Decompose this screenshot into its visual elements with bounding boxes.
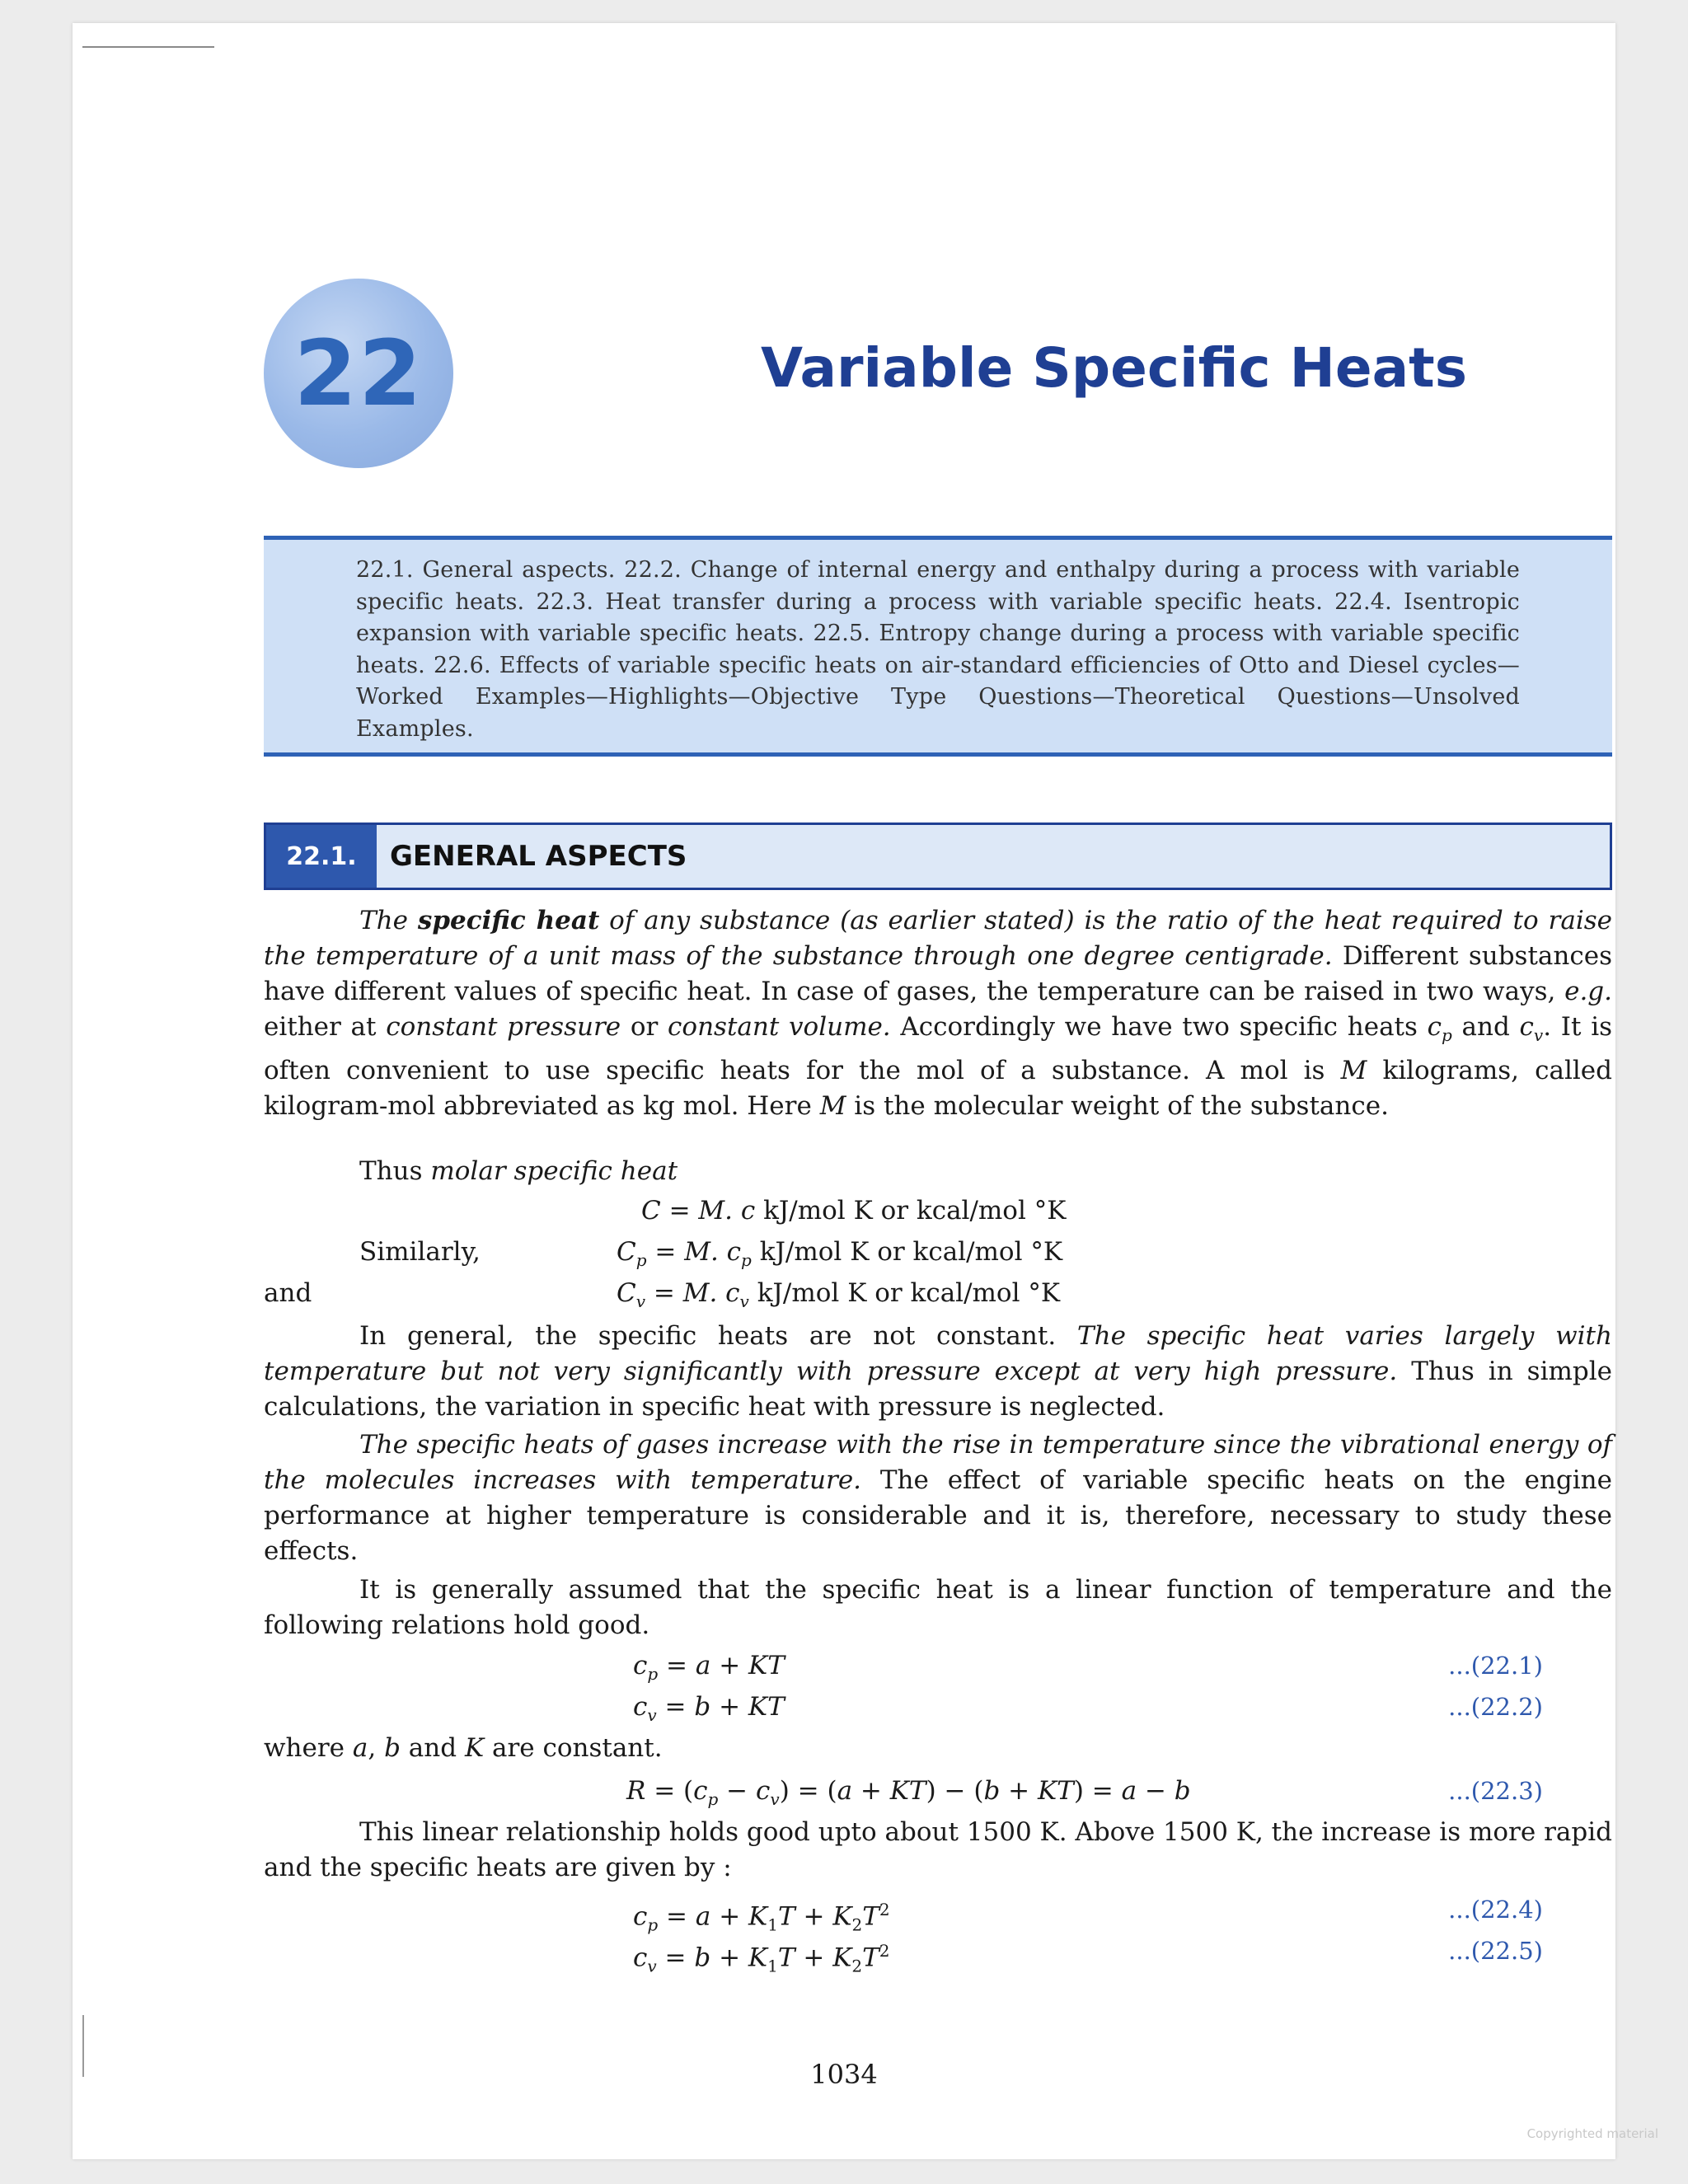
para3-italic: The specific heats of gases increase with the rise in temperature since the vibrational energy of the molecules increases with temperature. [264, 1430, 1612, 1495]
molar-eq3-lhs: C [617, 1278, 636, 1308]
equation-22-3: $R = (c_p - c_v) = (a + KT) - (b + KT) = a - b$ ...(22.3) [73, 1772, 1543, 1810]
equation-22-4: $c_p = a + K_1T + K_2T^2$ ...(22.4) [73, 1891, 1543, 1929]
similarly-label: Similarly, [359, 1237, 481, 1267]
molar-eq2-units: kJ/mol K or kcal/mol °K [751, 1237, 1063, 1267]
copyright-watermark: Copyrighted material [1526, 2126, 1658, 2141]
para3-text: The effect of variable specific heats on the engine performance at higher temperature is considerable and it is, therefore, necessary to study these effects. [264, 1465, 1612, 1566]
para1-italic-5: constant volume. [668, 1012, 891, 1042]
chapter-contents-text: 22.1. General aspects. 22.2. Change of internal energy and enthalpy during a process with variable specific heats. 22.3. Heat transfer during a process with variable specific heats. 22.4. Isentropic expansion with variable specific heats. 22.5. Entropy change during a process with variable specific heats. 22.6. Effects of variable specific heats on air-standard efficiencies of Otto and Diesel cycles—Worked Examples—Highlights—Objective Type Questions—Theoretical Questions—Unsolved Examples. [356, 557, 1520, 742]
para2-italic: The specific heat varies largely with temperature but not very significantly with pressure except at very high pressure. [264, 1321, 1612, 1386]
para1-text-4: Accordingly we have two specific heats [890, 1012, 1428, 1042]
where-line [73, 1729, 1612, 1767]
equation-22-1-number: ...(22.1) [1448, 1652, 1543, 1680]
molar-eq-3: and $C_v = M$. $c_v$ kJ/mol K or kcal/mol °K [73, 1274, 1612, 1312]
para2-text-1: In general, the specific heats are not constant. [359, 1321, 1077, 1351]
paragraph-1 [264, 903, 1612, 1124]
para1-italic-3: e.g. [1564, 977, 1612, 1006]
para1-text-6: . It is often convenient to use specific heats for the mol of a substance. A mol is [264, 1012, 1613, 1086]
equation-22-4-number: ...(22.4) [1448, 1896, 1543, 1924]
para1-text-1: Different substances have different values of specific heat. In case of gases, the temperature can be raised in two ways, [264, 941, 1612, 1006]
molar-eq2-lhs-sub: p [635, 1250, 647, 1271]
where-k: K [464, 1733, 485, 1763]
molar-eq2-lhs: C [617, 1237, 636, 1267]
where-text-3: are constant. [484, 1733, 663, 1763]
para1-cv-sub: v [1533, 1025, 1544, 1046]
paragraph-2 [264, 1319, 1612, 1425]
section-title: GENERAL ASPECTS [390, 840, 687, 873]
para1-text-3: or [621, 1012, 668, 1042]
where-b: b [384, 1733, 401, 1763]
molar-eq2-rhs-sub: p [741, 1250, 752, 1271]
scan-mark-left [82, 2015, 84, 2077]
para1-m2: M [819, 1091, 846, 1122]
para1-italic-4: constant pressure [386, 1012, 621, 1042]
para1-italic-2: of any substance (as earlier stated) is the ratio of the heat required to raise the temperature of a unit mass of the substance through one degree centigrade. [264, 906, 1613, 971]
chapter-number: 22 [293, 321, 424, 426]
paragraph-3 [264, 1427, 1612, 1569]
equation-22-5: $c_v = b + K_1T + K_2T^2$ ...(22.5) [73, 1932, 1543, 1970]
para1-bold-term: specific heat [417, 906, 600, 935]
chapter-number-badge [264, 279, 453, 468]
molar-lead: Thus [359, 1156, 431, 1186]
molar-eq3-units: kJ/mol K or kcal/mol °K [748, 1278, 1061, 1308]
equation-22-5-number: ...(22.5) [1448, 1937, 1543, 1965]
chapter-title: Variable Specific Heats [760, 336, 1467, 400]
scan-mark-top [82, 46, 214, 48]
section-header [264, 823, 1612, 890]
molar-eq-2: Similarly, $C_p = M$. $c_p$ kJ/mol K or kcal/mol °K [73, 1233, 1612, 1271]
molar-eq3-rhs: M. c [682, 1278, 740, 1308]
paragraph-4: It is generally assumed that the specific heat is a linear function of temperature and the following relations hold good. [264, 1575, 1612, 1640]
section-number: 22.1. [266, 825, 377, 888]
para2-text-2: Thus in simple calculations, the variation in specific heat with pressure is neglected. [264, 1357, 1613, 1422]
where-text-2: and [400, 1733, 465, 1763]
equation-22-3-number: ...(22.3) [1448, 1777, 1543, 1805]
para1-text-7: kilograms, called kilogram-mol abbreviated as kg mol. Here [264, 1056, 1612, 1122]
molar-eq1-rhs: M. c [698, 1196, 756, 1226]
where-a: a [352, 1733, 368, 1763]
page-number: 1034 [810, 2059, 878, 2090]
and-label: and [264, 1278, 312, 1308]
molar-eq3-rhs-sub: v [739, 1291, 749, 1312]
molar-eq1-lhs: C [641, 1196, 661, 1226]
molar-eq1-units: kJ/mol K or kcal/mol °K [755, 1196, 1067, 1226]
equation-22-2: $c_v = b$ + KT ...(22.2) [73, 1688, 1543, 1726]
para1-cv: c [1519, 1012, 1534, 1042]
para1-text-8: is the molecular weight of the substance. [846, 1091, 1389, 1122]
where-comma: , [368, 1733, 385, 1763]
para1-text-5: and [1451, 1012, 1520, 1042]
where-text-1: where [264, 1733, 353, 1763]
equation-22-2-number: ...(22.2) [1448, 1693, 1543, 1721]
para1-italic-1: The [359, 906, 418, 935]
molar-lead-italic: molar specific heat [430, 1156, 678, 1186]
chapter-contents-box [264, 536, 1612, 757]
para1-m1: M [1340, 1056, 1367, 1086]
document-page [73, 23, 1615, 2159]
molar-eq2-rhs: M. c [684, 1237, 742, 1267]
para1-text-2: either at [264, 1012, 387, 1042]
paragraph-5: This linear relationship holds good upto about 1500 K. Above 1500 K, the increase is more rapid and the specific heats are given by : [264, 1817, 1612, 1882]
para1-cp-sub: p [1442, 1025, 1452, 1046]
molar-eq3-lhs-sub: v [635, 1291, 646, 1312]
equation-22-1: $c_p = a$ + KT ...(22.1) [73, 1647, 1543, 1685]
molar-lead-line [73, 1152, 1612, 1190]
molar-eq-1: C = M. c kJ/mol K or kcal/mol °K [641, 1196, 1067, 1226]
para1-cp: c [1427, 1012, 1442, 1042]
